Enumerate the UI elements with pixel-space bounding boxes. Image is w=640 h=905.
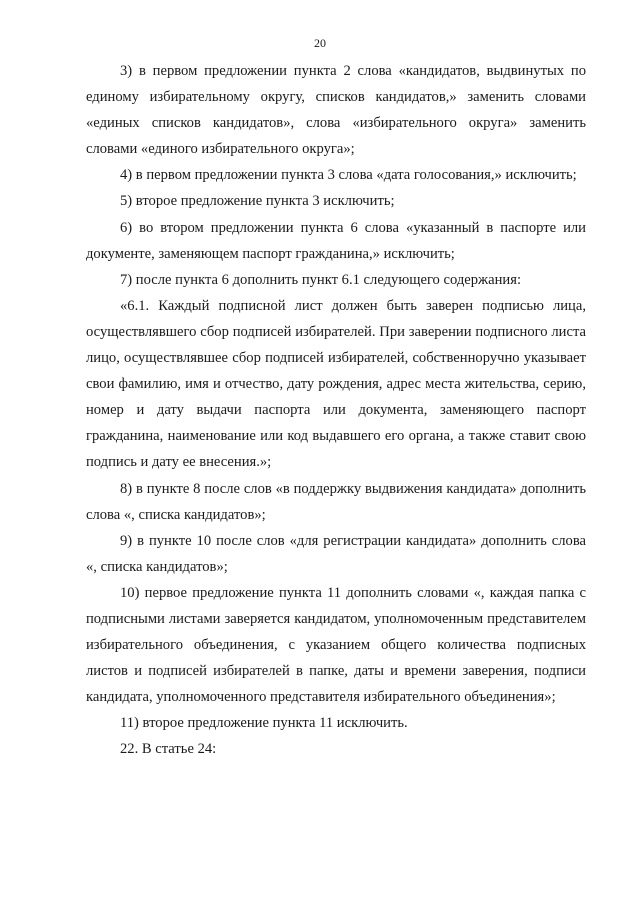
paragraph-item-5: 5) второе предложение пункта 3 исключить; xyxy=(120,193,395,210)
paragraph-item-9: 9) в пункте 10 после слов «для регистрации кандидата» дополнить слова «, списка кандидатов»; xyxy=(86,532,586,575)
paragraph-item-11: 11) второе предложение пункта 11 исключить. xyxy=(120,715,408,732)
page-number: 20 xyxy=(314,36,326,50)
paragraph-item-7: 7) после пункта 6 дополнить пункт 6.1 следующего содержания: xyxy=(120,271,522,288)
paragraph-quote-6-1: «6.1. Каждый подписной лист должен быть заверен подписью лица, осуществлявшего сбор подписей избирателей. При заверении подписного листа лицо, осуществлявшее сбор подписей избирателей, собственноручно указывает свои фамилию, имя и отчество, дату рождения, адрес места жительства, серию, номер и дату выдачи паспорта или документа, заменяющего паспорт гражданина, наименование или код выдавшего его органа, а также ставит свою подпись и дату ее внесения.»; xyxy=(86,297,586,471)
paragraph-item-4: 4) в первом предложении пункта 3 слова «дата голосования,» исключить; xyxy=(120,167,577,184)
paragraph-article-24-heading: 22. В статье 24: xyxy=(120,741,217,758)
document-body xyxy=(86,58,586,763)
paragraph-item-3: 3) в первом предложении пункта 2 слова «кандидатов, выдвинутых по единому избирательному округу, списков кандидатов,» заменить словами «единых списков кандидатов», слова «избирательного округа» заменить словами «единого избирательного округа»; xyxy=(86,63,586,158)
paragraph-item-10: 10) первое предложение пункта 11 дополнить словами «, каждая папка с подписными листами заверяется кандидатом, уполномоченным представителем избирательного объединения, с указанием общего количества подписных листов и подписей избирателей в папке, даты и времени заверения, подписи кандидата, уполномоченного представителя избирательного объединения»; xyxy=(86,584,586,706)
paragraph-item-8: 8) в пункте 8 после слов «в поддержку выдвижения кандидата» дополнить слова «, списка кандидатов»; xyxy=(86,480,586,523)
paragraph-item-6: 6) во втором предложении пункта 6 слова «указанный в паспорте или документе, заменяющем паспорт гражданина,» исключить; xyxy=(86,219,586,262)
